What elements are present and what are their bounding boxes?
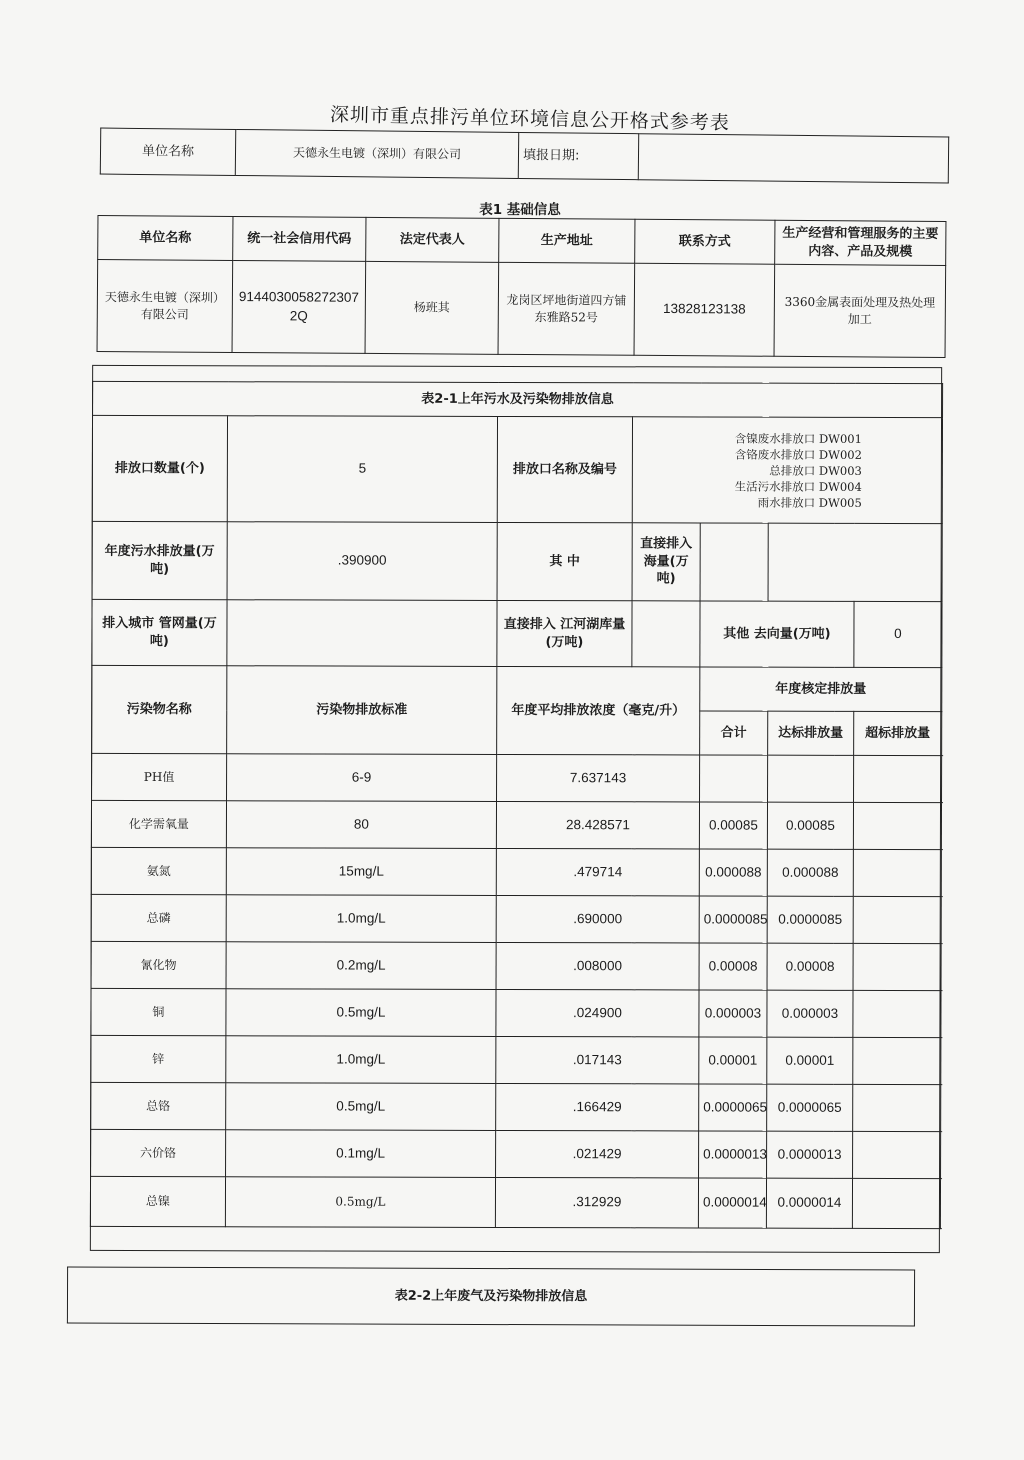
pollutant-avg: .690000	[496, 895, 699, 943]
pollutant-exceed	[853, 849, 941, 896]
pollutant-exceed	[853, 943, 941, 990]
pollutant-standard: 1.0mg/L	[226, 895, 496, 943]
exhaust-gas-table	[67, 1267, 915, 1327]
avg-concentration-header: 年度平均排放浓度（毫克/升）	[497, 666, 700, 755]
pollutant-name: 铜	[91, 988, 226, 1035]
compliant-header: 达标排放量	[768, 711, 854, 755]
other-label: 其他 去向量(万吨)	[700, 601, 854, 667]
wastewater-table	[90, 381, 943, 1229]
pollutant-standard: 6-9	[227, 754, 497, 802]
outlet-item: 雨水排放口 DW005	[757, 495, 862, 510]
pollutant-name: 氨氮	[91, 847, 226, 894]
city-network-label: 排入城市 管网量(万吨)	[92, 599, 227, 665]
t1-business: 3360金属表面处理及热处理加工	[774, 264, 946, 357]
pollutant-header: 污染物名称	[92, 665, 227, 753]
t1-legal-rep: 杨班其	[365, 261, 499, 354]
pollutant-compliant	[768, 755, 854, 802]
header-table	[100, 128, 949, 184]
pollutant-standard: 1.0mg/L	[226, 1036, 496, 1084]
table-row	[91, 894, 941, 943]
pollutant-avg: .008000	[496, 942, 699, 990]
t1-address: 龙岗区坪地街道四方铺东雅路52号	[498, 262, 635, 355]
pollutant-total: 0.00085	[699, 802, 767, 849]
pollutant-avg: .021429	[496, 1130, 699, 1178]
table-row	[91, 988, 941, 1037]
pollutant-standard: 0.1mg/L	[226, 1130, 496, 1178]
table-row	[91, 1129, 941, 1178]
pollutant-standard: 0.2mg/L	[226, 942, 496, 990]
pollutant-standard: 15mg/L	[226, 848, 496, 896]
pollutant-compliant: 0.0000085	[767, 896, 853, 943]
pollutant-name: 总铬	[91, 1082, 226, 1129]
page-title: 深圳市重点排污单位环境信息公开格式参考表	[329, 103, 731, 135]
pollutant-total: 0.000003	[699, 990, 767, 1037]
pollutant-name: 总镍	[90, 1176, 225, 1226]
table-row	[91, 941, 941, 990]
pollutant-compliant: 0.00001	[767, 1037, 853, 1084]
city-network-value	[227, 600, 497, 667]
pollutant-exceed	[853, 802, 941, 849]
standard-header: 污染物排放标准	[227, 666, 497, 755]
outlet-name-label: 排放口名称及编号	[497, 416, 632, 522]
t1-header-legal-rep: 法定代表人	[366, 217, 499, 262]
t1-header-contact: 联系方式	[635, 219, 775, 264]
pollutant-compliant: 0.00008	[767, 943, 853, 990]
pollutant-standard: 0.5mg/L	[226, 989, 496, 1037]
outlet-list	[632, 417, 942, 524]
pollutant-compliant: 0.0000014	[766, 1178, 852, 1228]
pollutant-avg: .017143	[496, 1036, 699, 1084]
pollutant-total: 0.0000013	[699, 1131, 767, 1178]
t1-header-address: 生产地址	[499, 218, 635, 263]
pollutant-name: 六价铬	[91, 1129, 226, 1176]
pollutant-total: 0.000088	[699, 849, 767, 896]
pollutant-name: PH值	[92, 753, 227, 800]
date-label: 填报日期:	[518, 132, 638, 179]
pollutant-total: 0.00008	[699, 943, 767, 990]
total-header: 合计	[700, 711, 768, 755]
outlet-item: 含镍废水排放口 DW001	[734, 431, 862, 446]
outlet-item: 含铬废水排放口 DW002	[734, 447, 862, 462]
pollutant-standard: 0.5mg/L	[225, 1177, 495, 1228]
among-label: 其 中	[497, 522, 632, 600]
table-row	[91, 800, 941, 849]
pollutant-exceed	[852, 1178, 940, 1228]
outlet-item: 生活污水排放口 DW004	[734, 479, 862, 494]
pollutant-compliant: 0.00085	[767, 802, 853, 849]
annual-discharge-label: 年度污水排放量(万吨)	[92, 521, 227, 599]
pollutant-name: 总磷	[91, 894, 226, 941]
pollutant-exceed	[853, 1131, 941, 1178]
pollutant-exceed	[853, 1084, 941, 1131]
pollutant-compliant: 0.0000065	[767, 1084, 853, 1131]
pollutant-total: 0.00001	[699, 1037, 767, 1084]
pollutant-exceed	[853, 990, 941, 1037]
pollutant-compliant: 0.000003	[767, 990, 853, 1037]
pollutant-compliant: 0.000088	[767, 849, 853, 896]
table-row	[92, 753, 942, 802]
pollutant-total: 0.0000065	[699, 1084, 767, 1131]
annual-discharge-value: .390900	[227, 522, 497, 601]
sea-value	[700, 523, 768, 601]
sea-blank	[768, 523, 942, 601]
outlet-count: 5	[227, 416, 497, 523]
table-row	[91, 1082, 941, 1131]
unit-value: 天德永生电镀（深圳）有限公司	[235, 129, 518, 178]
t2-1-caption: 表2-1上年污水及污染物排放信息	[93, 381, 943, 417]
t1-credit-code: 91440300582723072Q	[232, 260, 366, 353]
pollutant-avg: .479714	[496, 848, 699, 896]
exceed-header: 超标排放量	[854, 711, 942, 755]
river-value	[632, 601, 700, 667]
other-value: 0	[854, 601, 942, 667]
pollutant-avg: 7.637143	[497, 754, 700, 802]
pollutant-exceed	[853, 1037, 941, 1084]
t1-contact: 13828123138	[634, 263, 775, 356]
pollutant-total	[700, 755, 768, 802]
table-row	[91, 847, 941, 896]
pollutant-exceed	[853, 896, 941, 943]
table-row	[91, 1035, 941, 1084]
table-row	[90, 1176, 940, 1228]
river-label: 直接排入 江河湖库量 (万吨)	[497, 600, 632, 666]
unit-label: 单位名称	[100, 128, 235, 175]
basic-info-table	[97, 215, 947, 358]
pollutant-total: 0.0000014	[698, 1178, 766, 1228]
date-value	[638, 134, 948, 183]
approved-discharge-header: 年度核定排放量	[700, 667, 942, 712]
table1-caption: 表1 基础信息	[479, 202, 561, 218]
pollutant-total: 0.0000085	[699, 896, 767, 943]
pollutant-avg: .166429	[496, 1083, 699, 1131]
t1-header-credit-code: 统一社会信用代码	[233, 216, 366, 261]
pollutant-standard: 0.5mg/L	[226, 1083, 496, 1131]
t2-2-caption: 表2-2上年废气及污染物排放信息	[67, 1267, 914, 1326]
outlet-count-label: 排放口数量(个)	[92, 415, 227, 521]
pollutant-exceed	[854, 755, 942, 802]
pollutant-compliant: 0.0000013	[767, 1131, 853, 1178]
pollutant-avg: .024900	[496, 989, 699, 1037]
pollutant-avg: 28.428571	[496, 801, 699, 849]
outlet-item: 总排放口 DW003	[769, 463, 862, 478]
sea-label: 直接排入海量(万吨)	[632, 523, 700, 601]
pollutant-name: 氰化物	[91, 941, 226, 988]
pollutant-standard: 80	[226, 801, 496, 849]
t1-unit-name: 天德永生电镀（深圳）有限公司	[97, 260, 233, 353]
pollutant-name: 锌	[91, 1035, 226, 1082]
t1-header-business: 生产经营和管理服务的主要内容、产品及规模	[775, 220, 946, 265]
pollutant-avg: .312929	[495, 1177, 698, 1228]
t1-header-unit: 单位名称	[98, 216, 233, 261]
pollutant-name: 化学需氧量	[91, 800, 226, 847]
